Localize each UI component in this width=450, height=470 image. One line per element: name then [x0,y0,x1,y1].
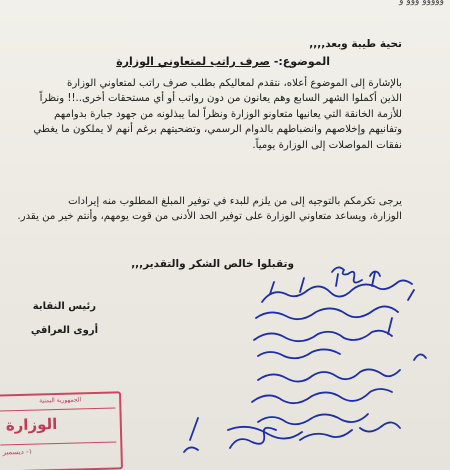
signature-title: رئيس النقابة [32,301,96,312]
paragraph-line: الوزارة، ويساعد متعاوني الوزارة على توفير الحد الأدنى من قوت يومهم، وأنتم خير من يقدر. [17,211,402,223]
stamp-divider [0,441,116,445]
office-stamp [0,391,123,470]
paragraph-line: يرجى تكرمكم بالتوجيه إلى من يلزم للبدء في توفير المبلغ المطلوب منه إيرادات [68,196,402,207]
stamp-divider [0,407,115,411]
signature-name: أروى العراقي [30,325,98,336]
paragraph-line: بالإشارة إلى الموضوع أعلاه، نتقدم لمعاليكم بطلب صرف راتب لمتعاوني الوزارة [67,78,402,89]
greeting: تحية طيبة وبعد,,,, [309,38,402,50]
top-cut-text: ووووو ووو و [399,0,444,6]
closing-line: وتقبلوا خالص الشكر والتقدير,,, [131,258,294,270]
paragraph-line: الذين أكملوا الشهر السابع وهم يعانون من دون رواتب أو أي مستحقات أخرى..!! ونظراً [39,93,402,105]
paragraph-line: للأزمة الخانقة التي يعانيها متعاونو الوزارة ونظراً لما يبذلونه من جهود جبارة بدوامهم [54,108,402,120]
paragraph-line: وتفانيهم وإخلاصهم وانضباطهم بالدوام الرسمي، وتضحيتهم برغم أنهم لا يملكون ما يغطي [33,124,402,136]
paragraph-line: نفقات المواصلات إلى الوزارة يومياً. [252,139,402,151]
stamp-top-text: الجمهورية اليمنية [39,396,82,405]
subject-value: صرف راتب لمتعاوني الوزارة [116,55,270,68]
subject-label: الموضوع:- [273,55,330,68]
stamp-main-text: الوزارة [5,415,58,435]
stamp-bottom-text: ١- ديسمبر [2,447,33,457]
